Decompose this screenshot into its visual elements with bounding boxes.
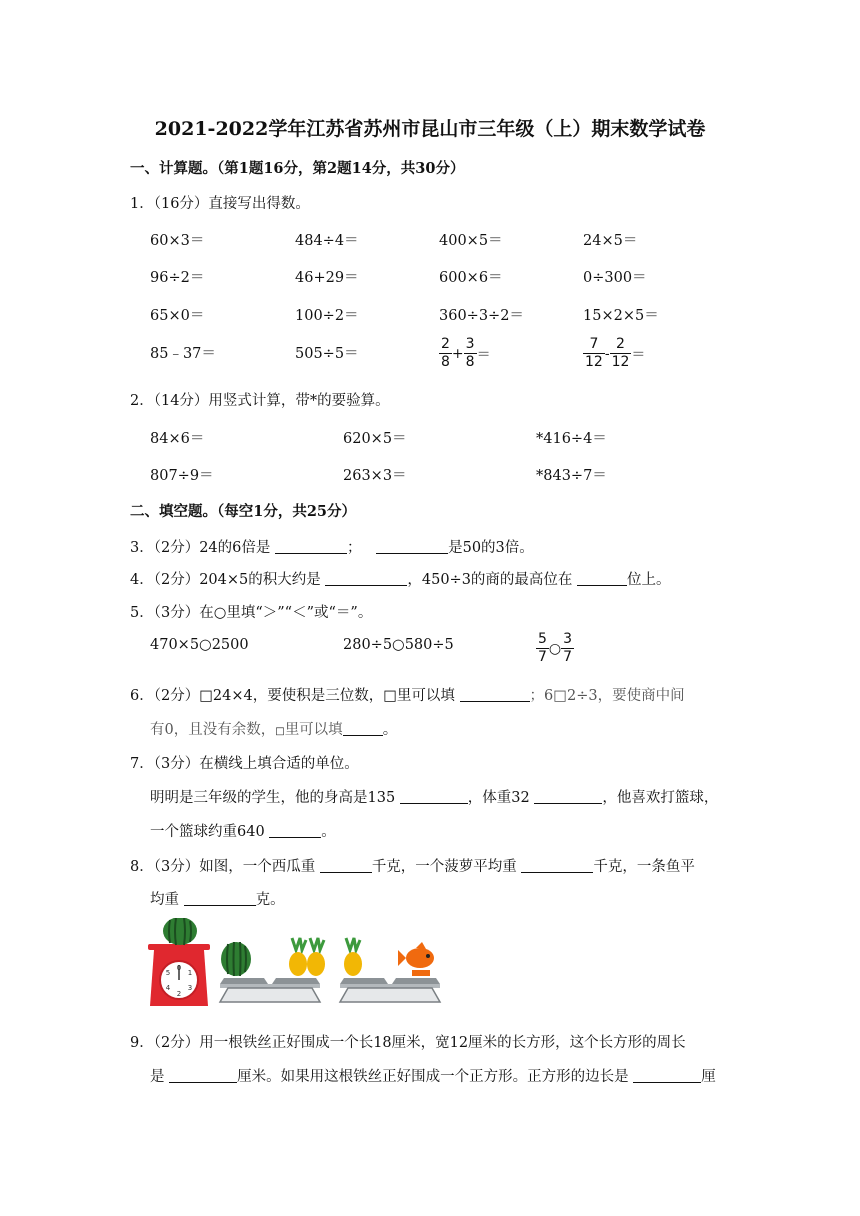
- section-heading-2: 二、填空题。（每空1分，共25分）: [130, 503, 357, 520]
- fraction: $\frac{3}{8}$: [465, 336, 475, 370]
- calc-item: 620×5＝: [343, 431, 407, 447]
- answer-blank[interactable]: [184, 891, 256, 906]
- answer-blank[interactable]: [275, 539, 347, 554]
- calc-item: 65×0＝: [150, 308, 205, 324]
- answer-blank[interactable]: [269, 823, 321, 838]
- calc-item: *843÷7＝: [536, 468, 607, 484]
- calc-item: 15×2×5＝: [583, 308, 659, 324]
- svg-text:0: 0: [176, 964, 182, 972]
- watermelon-icon: [163, 918, 197, 945]
- fraction-expression-a: [439, 336, 491, 371]
- answer-blank[interactable]: [534, 789, 602, 804]
- pineapple-icon: [344, 938, 362, 976]
- calc-item: 400×5＝: [439, 233, 503, 249]
- question-8-line-2: 均重 克。: [150, 892, 285, 908]
- equals-sign: ＝: [476, 346, 491, 363]
- question-5-stem: 5．（3分）在○里填“＞”“＜”或“＝”。: [130, 605, 373, 621]
- section-heading-1: 一、计算题。（第1题16分，第2题14分，共30分）: [130, 160, 465, 177]
- calc-item: 0÷300＝: [583, 270, 647, 286]
- question-1-stem: 1．（16分）直接写出得数。: [130, 196, 310, 212]
- calc-item: 505÷5＝: [295, 346, 359, 362]
- fraction-expression-b: [583, 336, 645, 371]
- fraction: $\frac{2}{8}$: [441, 336, 450, 370]
- answer-blank[interactable]: [343, 721, 383, 736]
- svg-text:1: 1: [187, 969, 193, 977]
- answer-blank[interactable]: [521, 858, 593, 873]
- question-6-line-2: 有0，且没有余数，□里可以填 。: [150, 722, 398, 738]
- watermelon-icon: [221, 942, 251, 976]
- question-4: 4．（2分）204×5的积大约是 ，450÷3的商的最高位在 位上。: [130, 572, 671, 588]
- calc-item: 484÷4＝: [295, 233, 359, 249]
- fraction: $\frac{7}{12}$: [585, 336, 603, 370]
- calc-item: 24×5＝: [583, 233, 638, 249]
- question-7-line-2: 一个篮球约重640 。: [150, 824, 336, 840]
- calc-item: 807÷9＝: [150, 468, 214, 484]
- svg-text:5: 5: [165, 969, 171, 977]
- scale-illustration: [146, 918, 446, 1010]
- fraction: $\frac{3}{7}$: [563, 631, 573, 665]
- question-8-line-1: 8．（3分）如图，一个西瓜重 千克，一个菠萝平均重 千克，一条鱼平: [130, 859, 695, 875]
- answer-blank[interactable]: [325, 571, 407, 586]
- operator: -: [604, 345, 610, 362]
- calc-item: 100÷2＝: [295, 308, 359, 324]
- pineapple-icon: [289, 938, 325, 976]
- fish-icon: [398, 942, 434, 976]
- operator: +: [451, 345, 464, 362]
- balance-scale-icon: [340, 978, 440, 1002]
- calc-item: 96÷2＝: [150, 270, 205, 286]
- compare-item: 470×5○2500: [150, 637, 249, 653]
- question-3: 3．（2分）24的6倍是 ； 是50的3倍。: [130, 540, 534, 556]
- answer-blank[interactable]: [460, 687, 530, 702]
- calc-item: 360÷3÷2＝: [439, 308, 524, 324]
- fraction: $\frac{2}{12}$: [611, 336, 630, 370]
- svg-text:2: 2: [176, 990, 182, 998]
- page-title: 2021-2022学年江苏省苏州市昆山市三年级（上）期末数学试卷: [154, 118, 706, 140]
- svg-text:4: 4: [165, 984, 171, 992]
- calc-item: *416÷4＝: [536, 431, 607, 447]
- answer-blank[interactable]: [169, 1068, 237, 1083]
- calc-item: 600×6＝: [439, 270, 503, 286]
- balance-scale-icon: [220, 978, 320, 1002]
- fraction: $\frac{5}{7}$: [538, 631, 547, 665]
- calc-item: 46+29＝: [295, 270, 359, 286]
- question-7-line-1: 明明是三年级的学生，他的身高是135 ，体重32 ，他喜欢打篮球，: [150, 790, 719, 806]
- calc-item: 263×3＝: [343, 468, 407, 484]
- calc-item: 85﹣37＝: [150, 346, 216, 362]
- svg-text:3: 3: [187, 984, 193, 992]
- question-9-line-2: 是 厘米。如果用这根铁丝正好围成一个正方形。正方形的边长是 厘: [150, 1069, 716, 1085]
- equals-sign: ＝: [631, 346, 646, 363]
- calc-item: 60×3＝: [150, 233, 205, 249]
- kitchen-scale-icon: [148, 944, 210, 1006]
- compare-item: 280÷5○580÷5: [343, 637, 454, 653]
- compare-circle[interactable]: ○: [548, 640, 562, 657]
- question-7-stem: 7．（3分）在横线上填合适的单位。: [130, 756, 359, 772]
- answer-blank[interactable]: [320, 858, 372, 873]
- question-6-line-1: 6．（2分）□24×4，要使积是三位数，□里可以填 ；6□2÷3，要使商中间: [130, 688, 685, 704]
- answer-blank[interactable]: [577, 571, 627, 586]
- answer-blank[interactable]: [633, 1068, 701, 1083]
- question-2-stem: 2．（14分）用竖式计算，带*的要验算。: [130, 393, 390, 409]
- question-9-line-1: 9．（2分）用一根铁丝正好围成一个长18厘米，宽12厘米的长方形，这个长方形的周长: [130, 1035, 686, 1051]
- answer-blank[interactable]: [376, 539, 448, 554]
- answer-blank[interactable]: [400, 789, 468, 804]
- calc-item: 84×6＝: [150, 431, 205, 447]
- fraction-compare: [536, 631, 574, 666]
